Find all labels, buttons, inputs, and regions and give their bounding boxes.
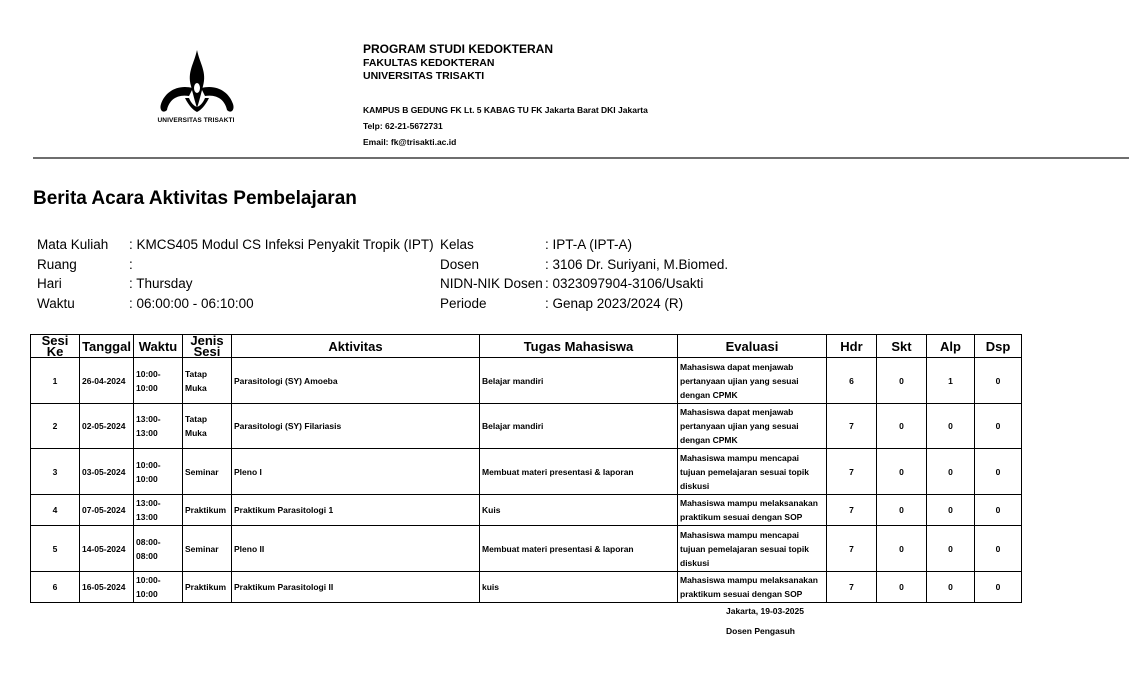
cell-tugas: Membuat materi presentasi & laporan bbox=[480, 449, 678, 495]
activity-table bbox=[30, 334, 1022, 603]
cell-alp: 0 bbox=[927, 495, 975, 526]
cell-evaluasi: Mahasiswa mampu mencapai tujuan pemelajaran sesuai topik diskusi bbox=[678, 526, 827, 572]
cell-alp: 0 bbox=[927, 572, 975, 603]
cell-alp: 0 bbox=[927, 404, 975, 449]
col-header-sesi: Sesi Ke bbox=[31, 335, 80, 358]
cell-sesi: 5 bbox=[31, 526, 80, 572]
cell-hdr: 7 bbox=[827, 526, 877, 572]
col-header-tugas: Tugas Mahasiswa bbox=[480, 335, 678, 358]
info-label: Periode bbox=[440, 295, 487, 311]
university-logo bbox=[157, 48, 237, 128]
cell-jenis-sesi: Seminar bbox=[183, 449, 232, 495]
info-value: : 06:00:00 - 06:10:00 bbox=[129, 295, 254, 311]
cell-dsp: 0 bbox=[975, 404, 1022, 449]
col-header-evaluasi: Evaluasi bbox=[678, 335, 827, 358]
info-row-nidn bbox=[440, 274, 728, 294]
table-row bbox=[31, 572, 1022, 603]
col-header-dsp: Dsp bbox=[975, 335, 1022, 358]
cell-evaluasi: Mahasiswa mampu mencapai tujuan pemelajaran sesuai topik diskusi bbox=[678, 449, 827, 495]
signature-place-date: Jakarta, 19-03-2025 bbox=[726, 606, 804, 616]
cell-jenis-sesi: Praktikum bbox=[183, 572, 232, 603]
info-value: : 0323097904-3106/Usakti bbox=[545, 276, 704, 291]
cell-waktu: 10:00- 10:00 bbox=[134, 449, 183, 495]
cell-hdr: 7 bbox=[827, 449, 877, 495]
cell-aktivitas: Pleno I bbox=[232, 449, 480, 495]
info-label: Ruang bbox=[37, 256, 77, 272]
info-row-hari bbox=[37, 274, 434, 294]
cell-sesi: 6 bbox=[31, 572, 80, 603]
cell-waktu: 10:00- 10:00 bbox=[134, 358, 183, 404]
info-row-waktu bbox=[37, 294, 434, 314]
info-row-kelas bbox=[440, 235, 728, 255]
trisakti-emblem-icon bbox=[157, 48, 237, 128]
col-header-jenis-sesi: Jenis Sesi bbox=[183, 335, 232, 358]
cell-sesi: 3 bbox=[31, 449, 80, 495]
cell-tugas: Kuis bbox=[480, 495, 678, 526]
cell-alp: 1 bbox=[927, 358, 975, 404]
course-info bbox=[37, 235, 434, 313]
col-header-aktivitas: Aktivitas bbox=[232, 335, 480, 358]
table-row bbox=[31, 449, 1022, 495]
info-row-dosen bbox=[440, 255, 728, 275]
cell-tanggal: 16-05-2024 bbox=[80, 572, 134, 603]
info-row-mata-kuliah bbox=[37, 235, 434, 255]
cell-evaluasi: Mahasiswa mampu melaksanakan praktikum sesuai dengan SOP bbox=[678, 495, 827, 526]
cell-alp: 0 bbox=[927, 526, 975, 572]
cell-tugas: kuis bbox=[480, 572, 678, 603]
cell-waktu: 13:00- 13:00 bbox=[134, 404, 183, 449]
cell-evaluasi: Mahasiswa dapat menjawab pertanyaan ujian yang sesuai dengan CPMK bbox=[678, 404, 827, 449]
cell-sesi: 2 bbox=[31, 404, 80, 449]
info-label: Mata Kuliah bbox=[37, 237, 109, 252]
phone: Telp: 62-21-5672731 bbox=[363, 121, 443, 131]
cell-jenis-sesi: Seminar bbox=[183, 526, 232, 572]
cell-dsp: 0 bbox=[975, 358, 1022, 404]
col-header-alp: Alp bbox=[927, 335, 975, 358]
cell-evaluasi: Mahasiswa dapat menjawab pertanyaan ujian yang sesuai dengan CPMK bbox=[678, 358, 827, 404]
cell-dsp: 0 bbox=[975, 572, 1022, 603]
cell-tanggal: 14-05-2024 bbox=[80, 526, 134, 572]
university-name: UNIVERSITAS TRISAKTI bbox=[363, 70, 485, 82]
col-header-skt: Skt bbox=[877, 335, 927, 358]
cell-skt: 0 bbox=[877, 404, 927, 449]
cell-jenis-sesi: Tatap Muka bbox=[183, 358, 232, 404]
cell-tanggal: 02-05-2024 bbox=[80, 404, 134, 449]
header-divider bbox=[33, 157, 1129, 159]
program-name: PROGRAM STUDI KEDOKTERAN bbox=[363, 42, 554, 56]
cell-tugas: Belajar mandiri bbox=[480, 404, 678, 449]
info-label: Hari bbox=[37, 276, 62, 291]
cell-dsp: 0 bbox=[975, 495, 1022, 526]
info-label: Kelas bbox=[440, 237, 474, 252]
cell-skt: 0 bbox=[877, 358, 927, 404]
cell-alp: 0 bbox=[927, 449, 975, 495]
email: Email: fk@trisakti.ac.id bbox=[363, 137, 457, 147]
info-value: : KMCS405 Modul CS Infeksi Penyakit Tropik (IPT) bbox=[129, 237, 434, 252]
cell-skt: 0 bbox=[877, 526, 927, 572]
faculty-name: FAKULTAS KEDOKTERAN bbox=[363, 57, 495, 69]
cell-skt: 0 bbox=[877, 572, 927, 603]
signature-role: Dosen Pengasuh bbox=[726, 626, 795, 636]
cell-tugas: Membuat materi presentasi & laporan bbox=[480, 526, 678, 572]
address: KAMPUS B GEDUNG FK Lt. 5 KABAG TU FK Jakarta Barat DKI Jakarta bbox=[363, 105, 648, 115]
cell-dsp: 0 bbox=[975, 526, 1022, 572]
cell-aktivitas: Parasitologi (SY) Filariasis bbox=[232, 404, 480, 449]
table-row bbox=[31, 495, 1022, 526]
cell-aktivitas: Parasitologi (SY) Amoeba bbox=[232, 358, 480, 404]
page-title: Berita Acara Aktivitas Pembelajaran bbox=[33, 188, 357, 209]
col-header-tanggal: Tanggal bbox=[80, 335, 134, 358]
cell-aktivitas: Pleno II bbox=[232, 526, 480, 572]
cell-waktu: 10:00- 10:00 bbox=[134, 572, 183, 603]
info-value: : bbox=[129, 256, 133, 272]
info-label: Waktu bbox=[37, 295, 75, 311]
table-row bbox=[31, 404, 1022, 449]
cell-sesi: 4 bbox=[31, 495, 80, 526]
col-header-hdr: Hdr bbox=[827, 335, 877, 358]
cell-skt: 0 bbox=[877, 449, 927, 495]
cell-jenis-sesi: Tatap Muka bbox=[183, 404, 232, 449]
info-row-ruang bbox=[37, 255, 434, 275]
cell-hdr: 7 bbox=[827, 572, 877, 603]
cell-tugas: Belajar mandiri bbox=[480, 358, 678, 404]
cell-sesi: 1 bbox=[31, 358, 80, 404]
class-info bbox=[440, 235, 728, 313]
cell-hdr: 7 bbox=[827, 404, 877, 449]
cell-dsp: 0 bbox=[975, 449, 1022, 495]
info-value: : 3106 Dr. Suriyani, M.Biomed. bbox=[545, 256, 729, 272]
col-header-waktu: Waktu bbox=[134, 335, 183, 358]
info-value: : Genap 2023/2024 (R) bbox=[545, 295, 684, 311]
table-row bbox=[31, 358, 1022, 404]
cell-waktu: 13:00- 13:00 bbox=[134, 495, 183, 526]
cell-jenis-sesi: Praktikum bbox=[183, 495, 232, 526]
logo-caption: UNIVERSITAS TRISAKTI bbox=[157, 117, 235, 124]
table-header-row bbox=[31, 335, 1022, 358]
cell-tanggal: 07-05-2024 bbox=[80, 495, 134, 526]
cell-hdr: 6 bbox=[827, 358, 877, 404]
info-label: Dosen bbox=[440, 256, 480, 272]
info-row-periode bbox=[440, 294, 728, 314]
cell-waktu: 08:00- 08:00 bbox=[134, 526, 183, 572]
cell-tanggal: 26-04-2024 bbox=[80, 358, 134, 404]
cell-aktivitas: Praktikum Parasitologi 1 bbox=[232, 495, 480, 526]
table-row bbox=[31, 526, 1022, 572]
institution-block bbox=[363, 42, 553, 83]
contact-block bbox=[363, 102, 648, 150]
cell-hdr: 7 bbox=[827, 495, 877, 526]
cell-skt: 0 bbox=[877, 495, 927, 526]
info-value: : IPT-A (IPT-A) bbox=[545, 237, 633, 252]
info-value: : Thursday bbox=[129, 276, 193, 291]
cell-tanggal: 03-05-2024 bbox=[80, 449, 134, 495]
cell-aktivitas: Praktikum Parasitologi II bbox=[232, 572, 480, 603]
info-label: NIDN-NIK Dosen bbox=[440, 276, 543, 291]
cell-evaluasi: Mahasiswa mampu melaksanakan praktikum sesuai dengan SOP bbox=[678, 572, 827, 603]
